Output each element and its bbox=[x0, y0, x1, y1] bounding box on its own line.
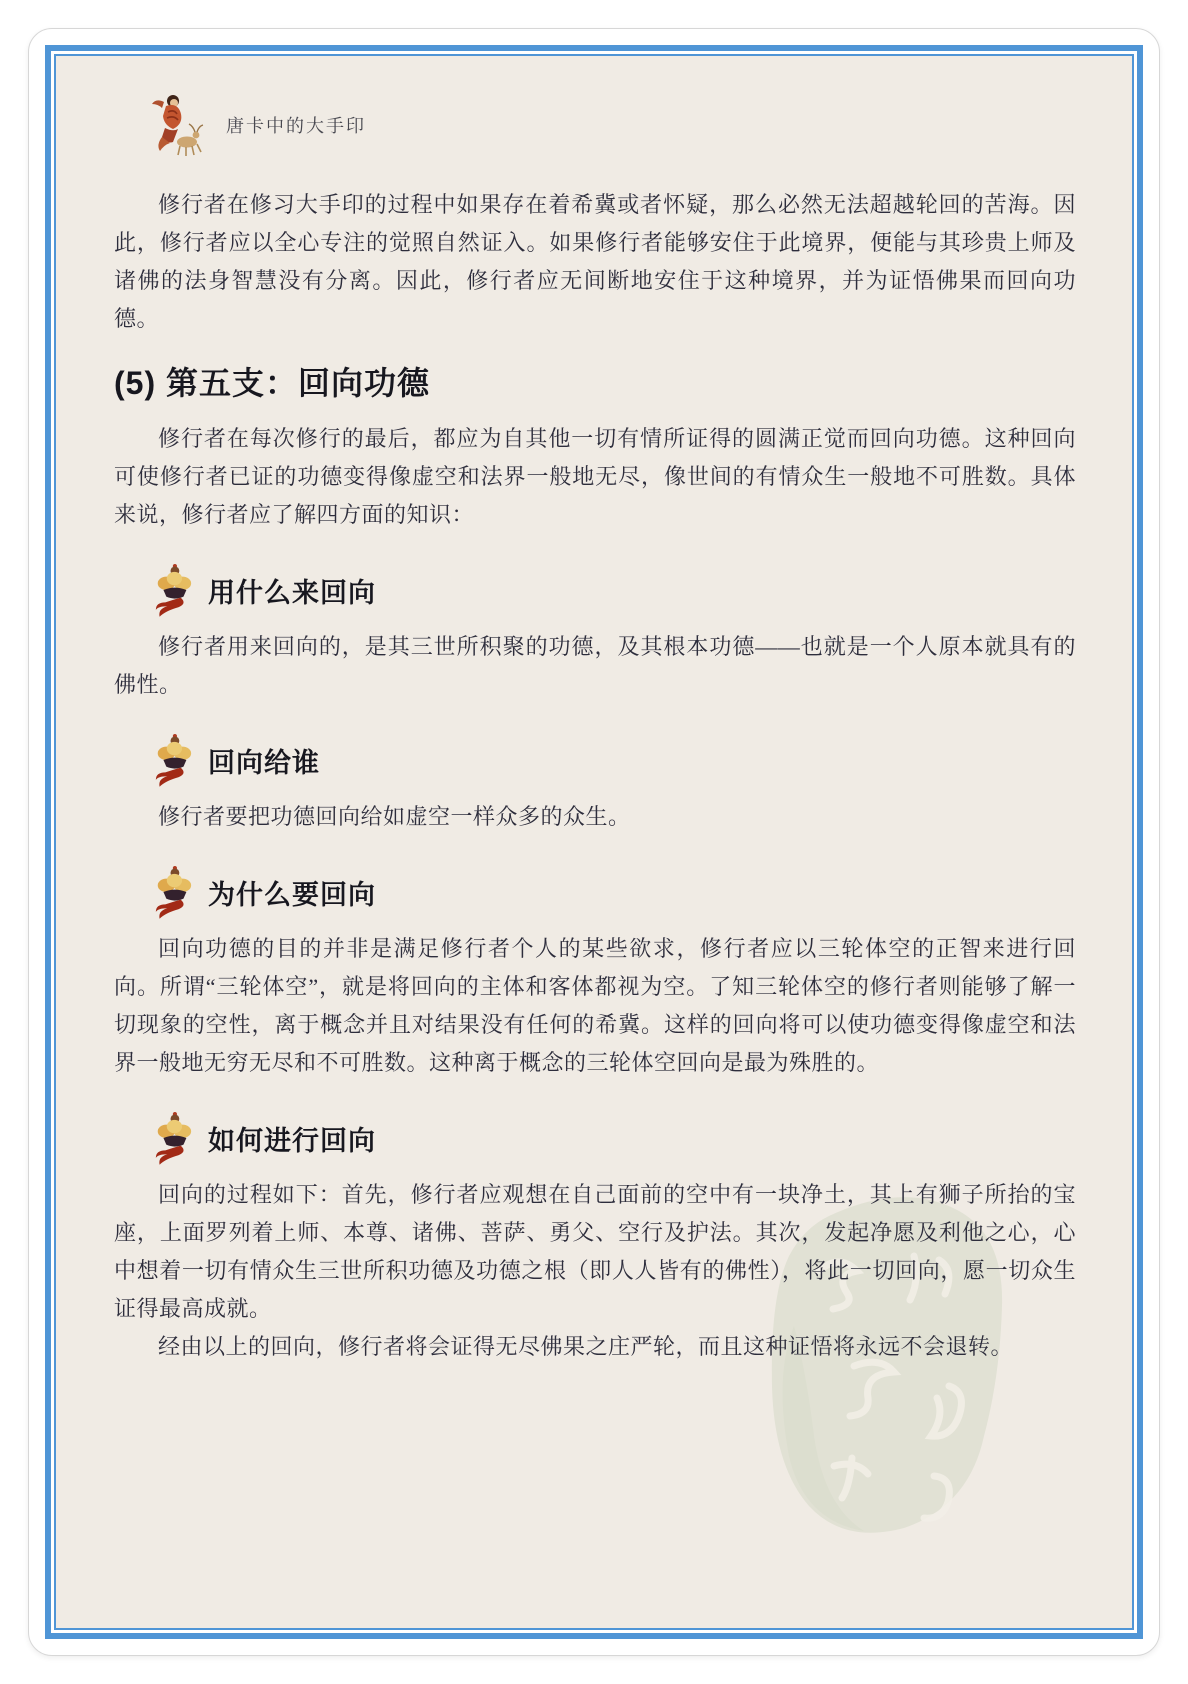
intro-paragraph: 修行者在修习大手印的过程中如果存在着希冀或者怀疑，那么必然无法超越轮回的苦海。因此，修行者应以全心专注的觉照自然证入。如果修行者能够安住于此境界，便能与其珍贵上师及诸佛的法身智慧没有分离。因此，修行者应无间断地安住于这种境界，并为证悟佛果而回向功德。 bbox=[114, 192, 1076, 331]
subsection-title-row bbox=[152, 862, 1076, 922]
subsection-paragraph: 修行者用来回向的，是其三世所积聚的功德，及其根本功德——也就是一个人原本就具有的佛性。 bbox=[114, 634, 1076, 697]
subsection-paragraph: 回向功德的目的并非是满足修行者个人的某些欲求，修行者应以三轮体空的正智来进行回向。所谓“三轮体空”，就是将回向的主体和客体都视为空。了知三轮体空的修行者则能够了解一切现象的空性，离于概念并且对结果没有任何的希冀。这样的回向将可以使功德变得像虚空和法界一般地无穷无尽和不可胜数。这种离于概念的三轮体空回向是最为殊胜的。 bbox=[114, 936, 1076, 1075]
subsection-title: 用什么来回向 bbox=[208, 577, 376, 608]
apsara-bullet-icon bbox=[152, 561, 194, 619]
page-frame-inner bbox=[54, 54, 1134, 1630]
subsection-what-to-dedicate bbox=[114, 560, 1076, 704]
subsection-how-to-dedicate bbox=[114, 1108, 1076, 1366]
apsara-bullet-icon bbox=[152, 731, 194, 789]
subsection-paragraph: 修行者要把功德回向给如虚空一样众多的众生。 bbox=[158, 804, 631, 829]
subsection-title-row bbox=[152, 730, 1076, 790]
apsara-bullet-icon bbox=[152, 863, 194, 921]
subsection-title-row bbox=[152, 560, 1076, 620]
subsection-title: 如何进行回向 bbox=[208, 1125, 376, 1156]
subsection-paragraph: 回向的过程如下：首先，修行者应观想在自己面前的空中有一块净土，其上有狮子所抬的宝座，上面罗列着上师、本尊、诸佛、菩萨、勇父、空行及护法。其次，发起净愿及利他之心，心中想着一切有情众生三世所积功德及功德之根（即人人皆有的佛性），将此一切回向，愿一切众生证得最高成就。 bbox=[114, 1182, 1076, 1321]
subsection-why-dedicate bbox=[114, 862, 1076, 1082]
book-title: 唐卡中的大手印 bbox=[226, 116, 366, 136]
page-frame-outer bbox=[45, 45, 1143, 1639]
subsection-title: 回向给谁 bbox=[208, 747, 320, 778]
section-heading: (5) 第五支：回向功德 bbox=[114, 365, 431, 401]
subsection-dedicate-to-whom bbox=[114, 730, 1076, 836]
page-content bbox=[56, 56, 1132, 1366]
apsara-deer-logo-icon bbox=[142, 90, 206, 160]
running-head bbox=[142, 90, 1076, 160]
subsection-title-row bbox=[152, 1108, 1076, 1168]
apsara-bullet-icon bbox=[152, 1109, 194, 1167]
subsection-title: 为什么要回向 bbox=[208, 879, 376, 910]
book-page bbox=[28, 28, 1160, 1656]
section-lead-paragraph: 修行者在每次修行的最后，都应为自其他一切有情所证得的圆满正觉而回向功德。这种回向可使修行者已证的功德变得像虚空和法界一般地无尽，像世间的有情众生一般地不可胜数。具体来说，修行者应了解四方面的知识： bbox=[114, 426, 1076, 527]
subsection-paragraph: 经由以上的回向，修行者将会证得无尽佛果之庄严轮，而且这种证悟将永远不会退转。 bbox=[158, 1334, 1014, 1359]
